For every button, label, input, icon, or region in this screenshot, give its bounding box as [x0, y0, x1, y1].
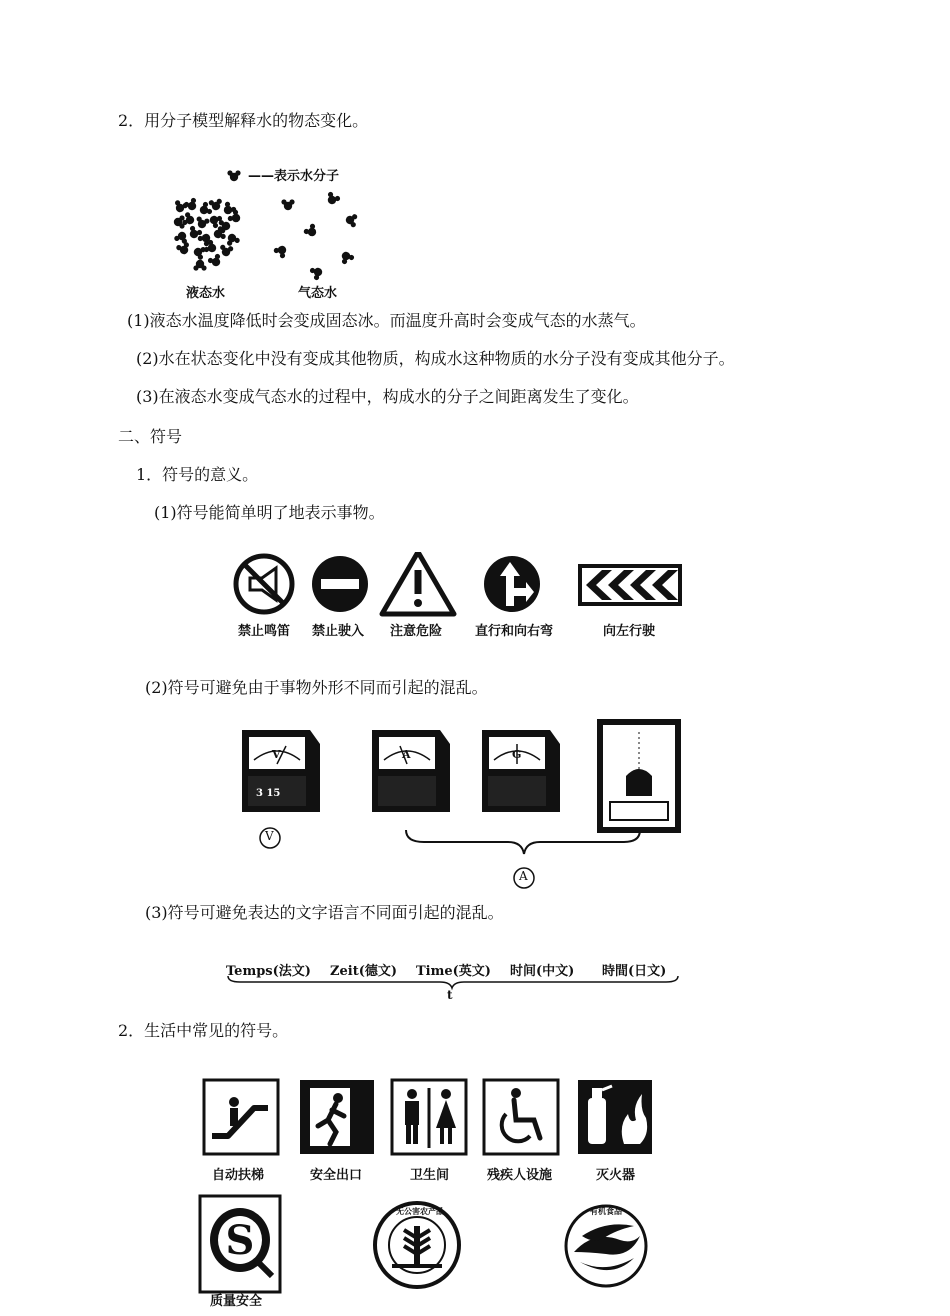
quality-safety-logo [198, 1194, 282, 1314]
gas-water-molecules [273, 191, 358, 281]
ammeter-symbol: A [519, 869, 528, 883]
demo-meter-device-icon [600, 722, 678, 830]
voltmeter-device-icon [242, 730, 320, 812]
sign-label-no-entry: 禁止驶入 [312, 624, 365, 639]
sign-label-straight-right: 直行和向右弯 [475, 624, 554, 639]
svg-text:S: S [225, 1217, 255, 1264]
liquid-water-cluster [172, 197, 243, 271]
accessibility-icon [484, 1080, 558, 1154]
gas-water-label: 气态水 [298, 286, 338, 301]
paragraph-1: (1)符号能简单明了地表示事物。 [154, 503, 385, 522]
water-molecule-figure [160, 160, 370, 305]
life-label-escalator: 自动扶梯 [212, 1168, 265, 1183]
word-english: Time(英文) [416, 964, 491, 979]
life-label-extinguisher: 灭火器 [596, 1168, 636, 1183]
paragraph-3: (3)符号可避免表达的文字语言不同面引起的混乱。 [145, 903, 504, 922]
no-entry-icon [312, 556, 368, 612]
subheading-1: 1．符号的意义。 [136, 465, 259, 484]
quality-label: 质量安全 [210, 1294, 263, 1309]
organic-food-badge [560, 1200, 652, 1292]
galvanometer-device-icon [482, 730, 560, 812]
word-chinese: 时间(中文) [510, 964, 575, 979]
meter-scale-text: 3 15 [256, 788, 281, 799]
meter-face-g: G [512, 748, 522, 761]
words-brace [226, 974, 682, 1004]
restroom-icon [392, 1080, 466, 1154]
straight-right-icon [484, 556, 540, 612]
pollution-free-badge [372, 1200, 462, 1290]
ammeter-brace [406, 830, 640, 854]
word-symbol: t [447, 988, 453, 1002]
subheading-2: 2．生活中常见的符号。 [118, 1021, 289, 1040]
traffic-signs-row [228, 552, 698, 647]
exit-icon [300, 1080, 374, 1154]
life-label-restroom: 卫生间 [410, 1168, 450, 1183]
section-title: 2．用分子模型解释水的物态变化。 [118, 111, 369, 130]
molecule-legend: ——表示水分子 [248, 169, 340, 184]
paragraph-2: (2)符号可避免由于事物外形不同而引起的混乱。 [145, 678, 488, 697]
sign-label-danger: 注意危险 [390, 624, 443, 639]
no-horn-icon [236, 556, 292, 612]
ammeter-device-icon-1 [372, 730, 450, 812]
word-german: Zeit(德文) [330, 964, 398, 979]
point-3: (3)在液态水变成气态水的过程中，构成水的分子之间距离发生了变化。 [136, 387, 639, 406]
meter-face-a: A [402, 748, 411, 761]
fire-extinguisher-icon [578, 1080, 652, 1154]
danger-warning-icon [382, 552, 454, 614]
badge2-text: 有机食品 [590, 1206, 622, 1216]
time-words-figure [226, 960, 682, 1005]
sign-label-no-horn: 禁止鸣笛 [238, 624, 291, 639]
word-french: Temps(法文) [226, 964, 311, 979]
meter-face-v: V [272, 748, 281, 761]
life-label-accessible: 残疾人设施 [487, 1168, 553, 1183]
life-label-exit: 安全出口 [310, 1168, 363, 1183]
meters-figure [228, 718, 688, 893]
section-heading: 二、符号 [118, 427, 183, 446]
point-1: (1)液态水温度降低时会变成固态冰。而温度升高时会变成气态的水蒸气。 [127, 311, 646, 330]
word-japanese: 時間(日文) [602, 964, 667, 979]
sign-label-keep-left: 向左行驶 [603, 624, 656, 639]
life-signs-row [200, 1078, 660, 1188]
badge1-text: 无公害农产品 [396, 1206, 444, 1216]
point-2: (2)水在状态变化中没有变成其他物质，构成水这种物质的水分子没有变成其他分子。 [136, 349, 735, 368]
voltmeter-symbol: V [265, 829, 274, 843]
liquid-water-label: 液态水 [186, 286, 226, 301]
keep-left-icon [580, 566, 680, 604]
escalator-icon [204, 1080, 278, 1154]
